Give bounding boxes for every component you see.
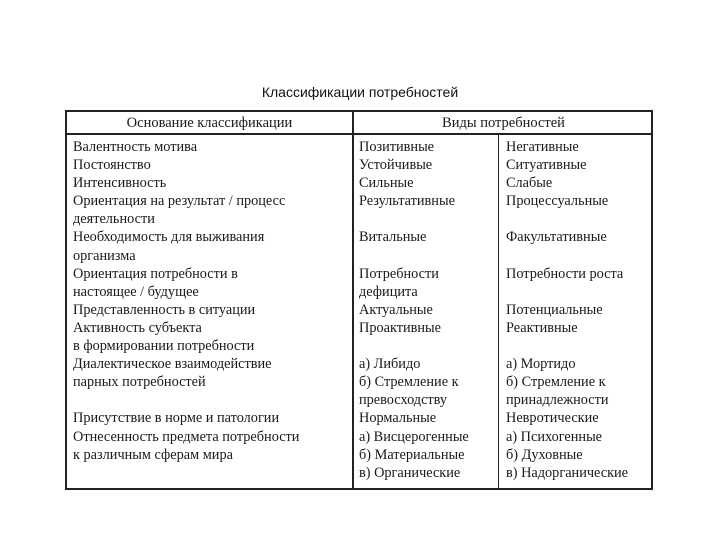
table-cell-line: Присутствие в норме и патологии	[73, 410, 280, 427]
table-cell-line: а) Либидо	[359, 356, 421, 373]
table-cell-line: в формировании потребности	[73, 338, 255, 355]
table-cell-line: Потребности	[359, 265, 439, 282]
table-cell-line: Реактивные	[506, 319, 578, 336]
page-title: Классификации потребностей	[261, 84, 459, 100]
table-cell-line: Отнесенность предмета потребности	[73, 428, 300, 445]
table-cell-line: Результативные	[359, 193, 455, 210]
table-cell-line: Активность субъекта	[73, 319, 202, 336]
table-cell-line: превосходству	[359, 392, 448, 409]
table-cell-line: принадлежности	[506, 392, 609, 409]
table-cell-line: Постоянство	[73, 157, 151, 174]
table-cell-line: Ориентация потребности в	[73, 265, 238, 282]
table-cell-line: Представленность в ситуации	[73, 301, 256, 318]
column-types-first	[359, 138, 495, 482]
table-cell-line: Необходимость для выживания	[73, 229, 265, 246]
classification-table	[65, 110, 653, 490]
table-cell-line: Ориентация на результат / процесс	[73, 193, 286, 210]
header-divider	[67, 133, 651, 135]
table-cell-line: Актуальные	[359, 301, 433, 318]
table-cell-line: Сильные	[359, 175, 414, 192]
table-cell-line: к различным сферам мира	[73, 446, 233, 463]
table-cell-line: б) Стремление к	[359, 374, 459, 391]
table-cell-line	[506, 210, 652, 228]
table-cell-line	[506, 283, 652, 301]
table-cell-line: Ситуативные	[506, 157, 587, 174]
table-cell-line: Диалектическое взаимодействие	[73, 356, 272, 373]
table-cell-line: дефицита	[359, 283, 418, 300]
table-cell-line: б) Материальные	[359, 446, 465, 463]
table-cell-line: а) Психогенные	[506, 428, 603, 445]
table-cell-line: Витальные	[359, 229, 427, 246]
table-cell-line	[73, 464, 349, 482]
table-cell-line: а) Мортидо	[506, 356, 576, 373]
table-cell-line: Потребности роста	[506, 265, 624, 282]
column-divider-main	[352, 112, 354, 488]
table-cell-line	[359, 247, 495, 265]
column-basis	[73, 138, 349, 482]
table-cell-line: в) Надорганические	[506, 464, 629, 481]
table-cell-line: Проактивные	[359, 319, 441, 336]
table-cell-line: Факультативные	[506, 229, 607, 246]
table-cell-line: Позитивные	[359, 139, 435, 155]
header-basis: Основание классификации	[126, 115, 293, 131]
table-cell-line: настоящее / будущее	[73, 283, 199, 300]
table-cell-line: Валентность мотива	[73, 139, 198, 155]
table-cell-line	[359, 210, 495, 228]
table-cell-line	[359, 337, 495, 355]
table-cell-line: Процессуальные	[506, 193, 609, 210]
table-cell-line: Слабые	[506, 175, 553, 192]
table-cell-line: Потенциальные	[506, 301, 603, 318]
column-types-second	[506, 138, 652, 482]
table-cell-line: Интенсивность	[73, 175, 167, 192]
table-cell-line: деятельности	[73, 211, 155, 228]
table-cell-line	[506, 247, 652, 265]
column-divider-types	[498, 134, 499, 488]
table-cell-line: организма	[73, 247, 136, 264]
table-cell-line: парных потребностей	[73, 374, 206, 391]
table-cell-line	[73, 391, 349, 409]
table-cell-line: в) Органические	[359, 464, 461, 481]
table-cell-line: б) Стремление к	[506, 374, 606, 391]
table-cell-line: Негативные	[506, 139, 579, 155]
table-cell-line: а) Висцерогенные	[359, 428, 469, 445]
table-cell-line: Невротические	[506, 410, 599, 427]
table-cell-line: Нормальные	[359, 410, 437, 427]
header-types: Виды потребностей	[442, 115, 565, 131]
table-cell-line: Устойчивые	[359, 157, 433, 174]
table-cell-line: б) Духовные	[506, 446, 583, 463]
table-cell-line	[506, 337, 652, 355]
